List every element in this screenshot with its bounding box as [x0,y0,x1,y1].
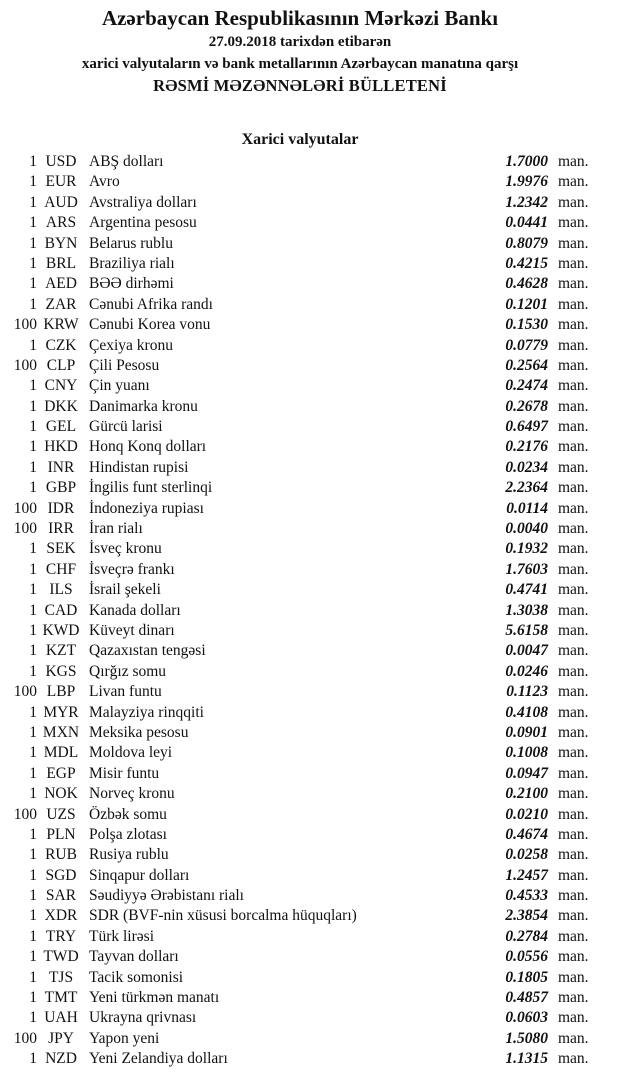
unit-cell: man. [558,581,589,599]
currency-code-cell: PLN [46,825,76,843]
rate-value-cell: 0.0210 [505,805,548,823]
unit-cell: man. [558,825,589,843]
unit-cell: man. [558,193,589,211]
currency-name-cell: Braziliya rialı [89,254,175,272]
unit-cell: man. [558,683,589,701]
quantity-cell: 1 [29,744,37,762]
currency-name-cell: Avstraliya dolları [89,193,197,211]
rate-row [0,682,600,702]
quantity-cell: 1 [29,927,37,945]
rate-value-cell: 0.0556 [505,948,548,966]
currency-code-cell: CLP [46,356,76,374]
currency-code-cell: KGS [45,662,77,680]
exchange-rates-table [0,152,600,1070]
quantity-cell: 100 [13,520,37,538]
currency-code-cell: SGD [45,866,77,884]
rate-value-cell: 0.1530 [505,316,548,334]
currency-name-cell: Küveyt dinarı [89,621,175,639]
rate-row [0,580,600,600]
unit-cell: man. [558,214,589,232]
currency-code-cell: IRR [48,520,74,538]
quantity-cell: 1 [29,887,37,905]
currency-code-cell: KWD [42,621,80,639]
currency-code-cell: CZK [45,336,77,354]
rate-row [0,927,600,947]
quantity-cell: 1 [29,418,37,436]
unit-cell: man. [558,295,589,313]
currency-code-cell: MYR [43,703,79,721]
currency-code-cell: GBP [45,479,77,497]
rate-value-cell: 0.1008 [505,744,548,762]
rate-row [0,1029,600,1049]
currency-name-cell: Ukrayna qrivnası [89,1009,197,1027]
currency-name-cell: Qırğız somu [89,662,167,680]
currency-code-cell: JPY [48,1029,74,1047]
currency-name-cell: Kanada dolları [89,601,181,619]
unit-cell: man. [558,642,589,660]
rate-row [0,193,600,213]
currency-name-cell: Argentina pesosu [89,214,197,232]
rate-value-cell: 0.0258 [505,846,548,864]
unit-cell: man. [558,1009,589,1027]
rate-row [0,825,600,845]
rate-value-cell: 0.4857 [505,989,548,1007]
currency-name-cell: Hindistan rupisi [89,458,189,476]
rate-row [0,152,600,172]
quantity-cell: 1 [29,907,37,925]
rate-row [0,458,600,478]
rate-row [0,499,600,519]
quantity-cell: 1 [29,785,37,803]
rate-row [0,295,600,315]
currency-name-cell: Çin yuanı [89,377,150,395]
rate-value-cell: 1.7603 [505,560,548,578]
quantity-cell: 1 [29,193,37,211]
currency-name-cell: Tacik somonisi [89,968,184,986]
rate-row [0,213,600,233]
quantity-cell: 1 [29,336,37,354]
rate-row [0,234,600,254]
currency-name-cell: Qazaxıstan tengəsi [89,642,206,660]
currency-name-cell: Özbək somu [89,805,167,823]
currency-code-cell: TRY [45,927,77,945]
unit-cell: man. [558,1050,589,1068]
quantity-cell: 100 [13,1029,37,1047]
quantity-cell: 1 [29,989,37,1007]
unit-cell: man. [558,560,589,578]
currency-name-cell: İsveçrə frankı [89,560,175,578]
quantity-cell: 1 [29,397,37,415]
currency-code-cell: IDR [47,499,75,517]
bulletin-subtitle: xarici valyutaların və bank metallarının Azərbaycan manatına qarşı [81,56,519,72]
unit-cell: man. [558,866,589,884]
unit-cell: man. [558,397,589,415]
quantity-cell: 1 [29,642,37,660]
effective-date: 27.09.2018 tarixdən etibarən [208,34,392,50]
currency-name-cell: Livan funtu [89,683,162,701]
currency-name-cell: İran rialı [89,520,143,538]
currency-code-cell: CAD [44,601,78,619]
quantity-cell: 1 [29,1009,37,1027]
quantity-cell: 1 [29,621,37,639]
rate-row [0,437,600,457]
currency-name-cell: Rusiya rublu [89,846,169,864]
unit-cell: man. [558,764,589,782]
rate-value-cell: 1.2457 [505,866,548,884]
quantity-cell: 100 [13,805,37,823]
quantity-cell: 1 [29,866,37,884]
rate-row [0,539,600,559]
rate-row [0,988,600,1008]
rate-value-cell: 0.6497 [505,418,548,436]
quantity-cell: 1 [29,153,37,170]
document-header [0,0,600,97]
currency-name-cell: Çexiya kronu [89,336,173,354]
currency-code-cell: UAH [44,1009,78,1027]
rate-row [0,397,600,417]
unit-cell: man. [558,785,589,803]
bank-name-title: Azərbaycan Respublikasının Mərkəzi Bankı [101,6,499,30]
currency-code-cell: CHF [45,560,77,578]
currency-name-cell: İndoneziya rupiası [89,499,204,517]
rate-row [0,641,600,661]
rate-value-cell: 0.1805 [505,968,548,986]
unit-cell: man. [558,723,589,741]
quantity-cell: 1 [29,825,37,843]
unit-cell: man. [558,1029,589,1047]
currency-code-cell: RUB [45,846,77,864]
quantity-cell: 1 [29,601,37,619]
rate-value-cell: 0.2678 [505,397,548,415]
quantity-cell: 1 [29,560,37,578]
quantity-cell: 1 [29,764,37,782]
currency-code-cell: USD [45,153,77,170]
quantity-cell: 1 [29,438,37,456]
currency-code-cell: SEK [46,540,76,558]
unit-cell: man. [558,744,589,762]
currency-name-cell: Polşa zlotası [89,825,167,843]
rate-value-cell: 0.2474 [505,377,548,395]
currency-code-cell: ILS [49,581,73,599]
rate-value-cell: 0.4108 [505,703,548,721]
rate-value-cell: 0.0114 [506,499,548,517]
rate-value-cell: 0.0040 [505,520,548,538]
currency-code-cell: LBP [46,683,76,701]
unit-cell: man. [558,989,589,1007]
currency-name-cell: Yeni Zelandiya dolları [89,1050,228,1068]
currency-code-cell: HKD [44,438,78,456]
currency-code-cell: XDR [44,907,78,925]
currency-code-cell: SAR [45,887,77,905]
currency-name-cell: Gürcü larisi [89,418,163,436]
rate-row [0,703,600,723]
currency-name-cell: Sinqapur dolları [89,866,190,884]
currency-code-cell: ARS [45,214,77,232]
currency-code-cell: AED [45,275,77,293]
currency-name-cell: Türk lirəsi [89,927,154,945]
quantity-cell: 1 [29,581,37,599]
unit-cell: man. [558,438,589,456]
currency-name-cell: BƏƏ dirhəmi [89,275,174,293]
unit-cell: man. [558,887,589,905]
currency-code-cell: AUD [44,193,78,211]
currency-name-cell: Malayziya rinqqiti [89,703,204,721]
currency-code-cell: NZD [45,1050,77,1068]
unit-cell: man. [558,601,589,619]
rate-row [0,172,600,192]
rate-value-cell: 0.4533 [505,887,548,905]
unit-cell: man. [558,968,589,986]
rate-row [0,560,600,580]
rate-row [0,662,600,682]
quantity-cell: 1 [29,214,37,232]
quantity-cell: 1 [29,295,37,313]
rate-row [0,356,600,376]
unit-cell: man. [558,275,589,293]
quantity-cell: 1 [29,458,37,476]
rate-row [0,906,600,926]
quantity-cell: 100 [13,316,37,334]
currency-name-cell: İsrail şekeli [89,581,161,599]
rate-value-cell: 1.1315 [505,1050,548,1068]
unit-cell: man. [558,662,589,680]
currency-code-cell: EUR [45,173,77,191]
rate-row [0,274,600,294]
currency-code-cell: MXN [42,723,80,741]
section-title-foreign-currencies: Xarici valyutalar [241,131,359,148]
rate-value-cell: 0.1932 [505,540,548,558]
rate-value-cell: 0.0947 [505,764,548,782]
currency-name-cell: Çili Pesosu [89,356,160,374]
unit-cell: man. [558,418,589,436]
currency-code-cell: BRL [45,254,77,272]
unit-cell: man. [558,805,589,823]
rate-value-cell: 1.9976 [505,173,548,191]
unit-cell: man. [558,540,589,558]
rate-row [0,254,600,274]
rate-value-cell: 0.0603 [505,1009,548,1027]
rate-value-cell: 0.2176 [505,438,548,456]
quantity-cell: 1 [29,173,37,191]
unit-cell: man. [558,479,589,497]
rate-row [0,1008,600,1028]
currency-name-cell: Misir funtu [89,764,160,782]
currency-name-cell: Meksika pesosu [89,723,189,741]
unit-cell: man. [558,520,589,538]
currency-code-cell: INR [47,458,75,476]
rate-value-cell: 1.3038 [505,601,548,619]
currency-code-cell: TMT [44,989,78,1007]
rate-value-cell: 0.4215 [505,254,548,272]
currency-code-cell: EGP [46,764,76,782]
unit-cell: man. [558,336,589,354]
rate-row [0,886,600,906]
currency-code-cell: MDL [43,744,79,762]
rate-row [0,866,600,886]
quantity-cell: 1 [29,662,37,680]
rate-value-cell: 0.4741 [505,581,548,599]
currency-name-cell: Belarus rublu [89,234,173,252]
quantity-cell: 100 [13,683,37,701]
unit-cell: man. [558,234,589,252]
currency-name-cell: SDR (BVF-nin xüsusi borcalma hüquqları) [89,907,357,925]
currency-code-cell: TWD [43,948,79,966]
rate-row [0,968,600,988]
rate-value-cell: 1.2342 [505,193,548,211]
rate-row [0,417,600,437]
rate-row [0,805,600,825]
quantity-cell: 1 [29,948,37,966]
currency-name-cell: Avro [89,173,120,191]
currency-code-cell: TJS [48,968,74,986]
rate-value-cell: 0.0246 [505,662,548,680]
rate-value-cell: 0.0234 [505,458,548,476]
currency-code-cell: CNY [44,377,78,395]
currency-name-cell: Yeni türkmən manatı [89,989,220,1007]
unit-cell: man. [558,499,589,517]
rate-value-cell: 0.0441 [505,214,548,232]
rate-value-cell: 2.2364 [505,479,548,497]
quantity-cell: 100 [13,356,37,374]
rate-row [0,376,600,396]
rate-row [0,601,600,621]
rate-row [0,336,600,356]
rate-value-cell: 5.6158 [505,621,548,639]
rate-value-cell: 0.2564 [505,356,548,374]
quantity-cell: 1 [29,275,37,293]
quantity-cell: 1 [29,723,37,741]
currency-code-cell: NOK [44,785,78,803]
currency-code-cell: GEL [45,418,77,436]
currency-name-cell: Moldova leyi [89,744,173,762]
currency-name-cell: ABŞ dolları [89,153,164,170]
rate-value-cell: 1.7000 [505,153,548,170]
rate-row [0,845,600,865]
currency-name-cell: Honq Konq dolları [89,438,207,456]
rate-value-cell: 0.0901 [505,723,548,741]
currency-name-cell: Norveç kronu [89,785,175,803]
unit-cell: man. [558,356,589,374]
rate-row [0,743,600,763]
unit-cell: man. [558,621,589,639]
rate-value-cell: 0.4674 [505,825,548,843]
quantity-cell: 1 [29,846,37,864]
rate-value-cell: 2.3854 [505,907,548,925]
rate-row [0,947,600,967]
quantity-cell: 1 [29,479,37,497]
currency-code-cell: KZT [45,642,77,660]
currency-name-cell: Cənubi Korea vonu [89,316,211,334]
unit-cell: man. [558,254,589,272]
quantity-cell: 100 [13,499,37,517]
currency-name-cell: Cənubi Afrika randı [89,295,213,313]
currency-name-cell: Tayvan dolları [89,948,179,966]
quantity-cell: 1 [29,540,37,558]
rate-value-cell: 0.2784 [505,927,548,945]
bulletin-title: RƏSMİ MƏZƏNNƏLƏRİ BÜLLETENİ [153,76,447,95]
rate-value-cell: 0.0047 [505,642,548,660]
unit-cell: man. [558,927,589,945]
unit-cell: man. [558,846,589,864]
rate-row [0,764,600,784]
currency-code-cell: DKK [44,397,78,415]
rate-row [0,784,600,804]
rate-value-cell: 0.0779 [505,336,548,354]
rate-value-cell: 0.1123 [506,683,548,701]
unit-cell: man. [558,173,589,191]
unit-cell: man. [558,907,589,925]
currency-name-cell: İsveç kronu [89,540,162,558]
rate-row [0,478,600,498]
rate-value-cell: 0.2100 [505,785,548,803]
unit-cell: man. [558,316,589,334]
currency-name-cell: İngilis funt sterlinqi [89,479,213,497]
currency-code-cell: BYN [44,234,78,252]
rate-row [0,723,600,743]
rate-value-cell: 1.5080 [505,1029,548,1047]
currency-code-cell: KRW [43,316,79,334]
unit-cell: man. [558,948,589,966]
rate-row [0,621,600,641]
unit-cell: man. [558,458,589,476]
rate-row [0,315,600,335]
quantity-cell: 1 [29,968,37,986]
unit-cell: man. [558,153,589,170]
quantity-cell: 1 [29,254,37,272]
currency-code-cell: ZAR [45,295,77,313]
unit-cell: man. [558,703,589,721]
quantity-cell: 1 [29,234,37,252]
rate-value-cell: 0.4628 [505,275,548,293]
unit-cell: man. [558,377,589,395]
rate-row [0,1049,600,1069]
currency-name-cell: Yapon yeni [89,1029,160,1047]
rate-value-cell: 0.1201 [505,295,548,313]
quantity-cell: 1 [29,377,37,395]
currency-name-cell: Danimarka kronu [89,397,198,415]
quantity-cell: 1 [29,1050,37,1068]
quantity-cell: 1 [29,703,37,721]
currency-code-cell: UZS [46,805,76,823]
currency-name-cell: Səudiyyə Ərəbistanı rialı [89,887,244,905]
rate-value-cell: 0.8079 [505,234,548,252]
rate-row [0,519,600,539]
